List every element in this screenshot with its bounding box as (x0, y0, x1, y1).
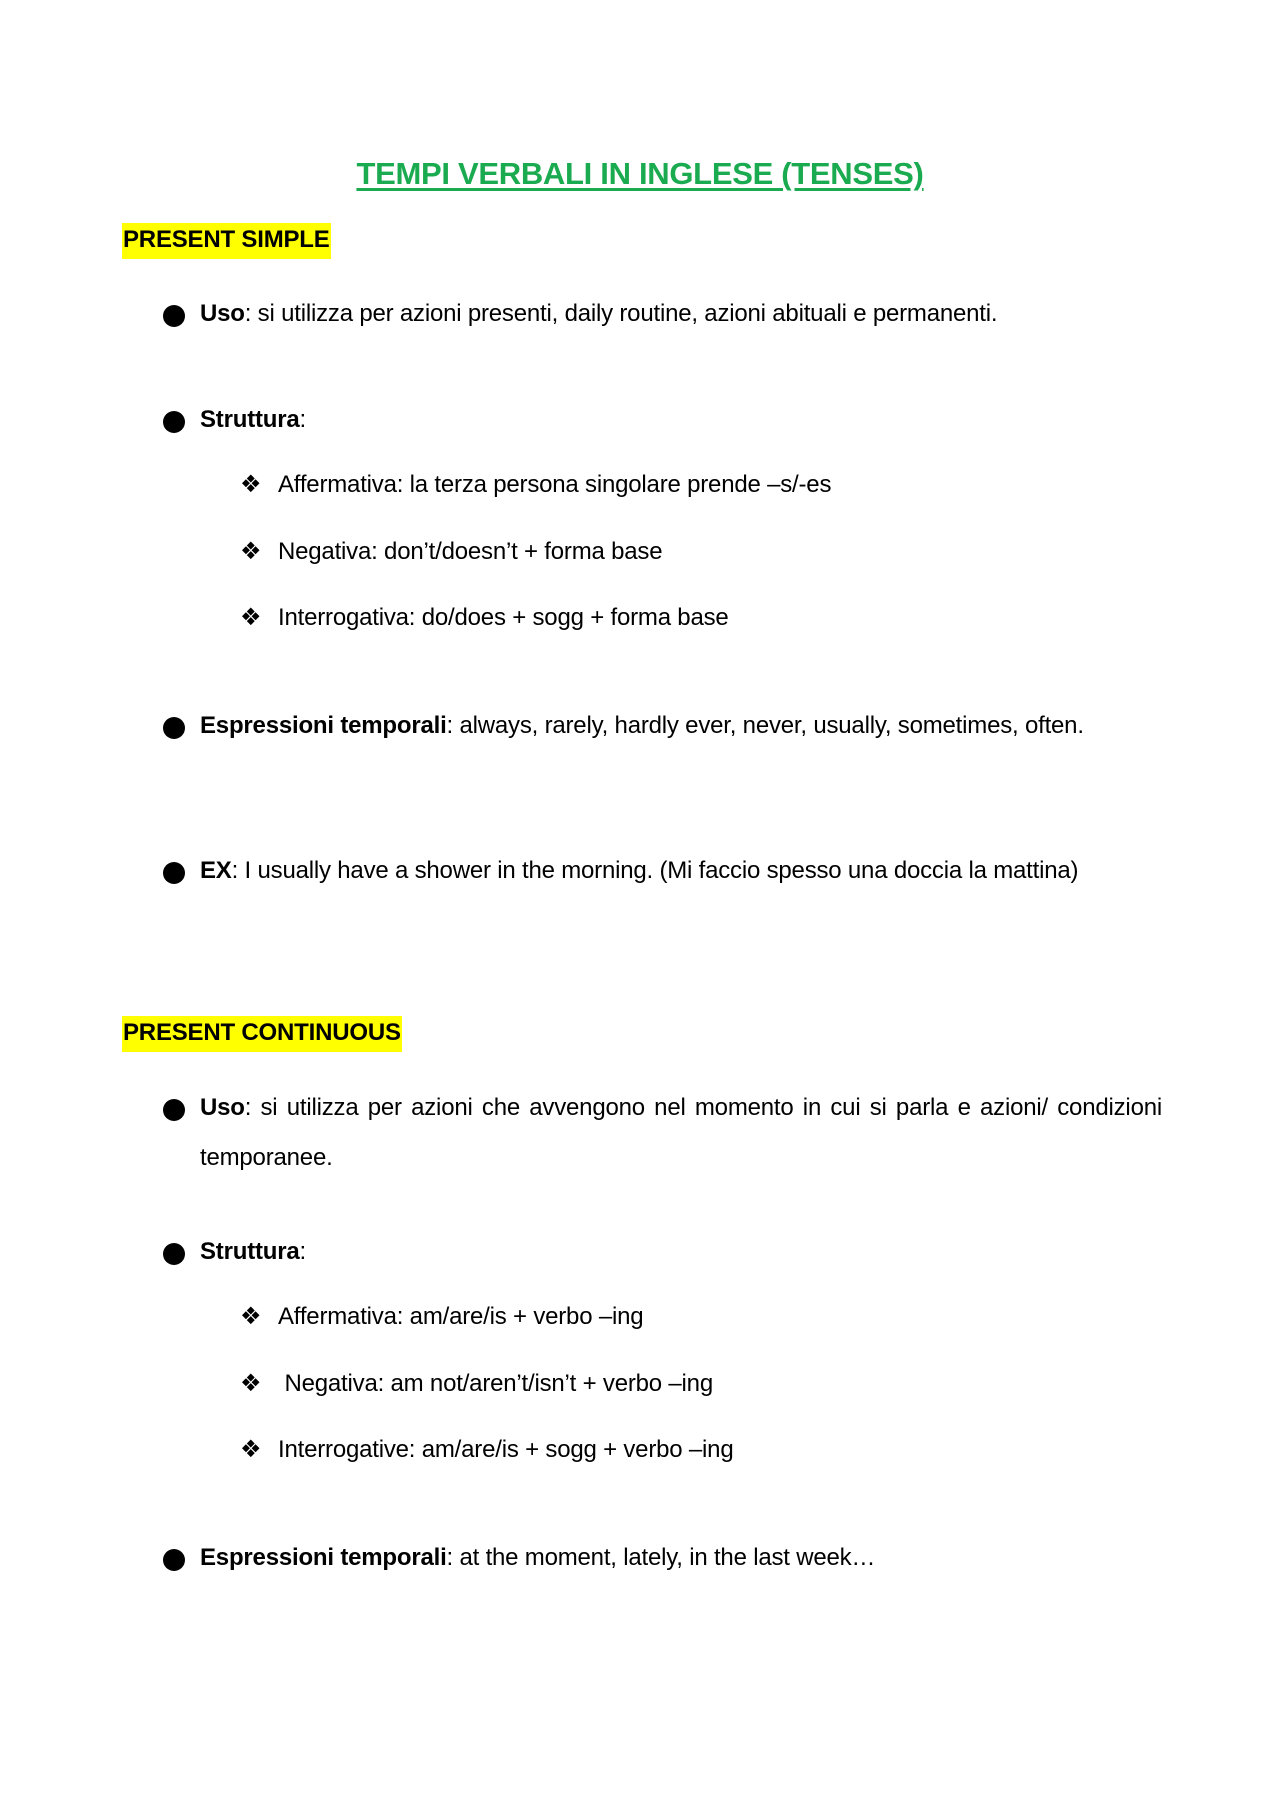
struttura-item (200, 395, 1162, 445)
struttura-label: Struttura (200, 406, 300, 433)
bullet-icon (163, 1099, 185, 1121)
sub-item-text: Negativa: am not/aren’t/isn’t + verbo –ing (278, 1370, 713, 1397)
espressioni-text: : always, rarely, hardly ever, never, usually, sometimes, often. (446, 712, 1084, 739)
struttura-item (200, 1227, 1162, 1277)
four-diamond-icon: ❖ (240, 538, 262, 565)
struttura-sub-item (240, 537, 662, 567)
struttura-sub-item (240, 603, 729, 633)
espressioni-label: Espressioni temporali (200, 712, 447, 739)
sub-item-text: Interrogativa: do/does + sogg + forma base (278, 604, 729, 631)
bullet-icon (163, 717, 185, 739)
uso-item (200, 289, 1162, 339)
sub-item-text: Affermativa: la terza persona singolare prende –s/-es (278, 471, 832, 498)
struttura-sub-item (240, 1302, 643, 1332)
bullet-icon (163, 411, 185, 433)
espressioni-item (200, 1533, 1162, 1583)
four-diamond-icon: ❖ (240, 1370, 262, 1397)
four-diamond-icon: ❖ (240, 471, 262, 498)
section-heading-present-continuous: PRESENT CONTINUOUS (122, 1016, 402, 1052)
struttura-colon: : (299, 406, 307, 433)
bullet-icon (163, 305, 185, 327)
section-heading-present-simple: PRESENT SIMPLE (122, 223, 331, 259)
sub-item-text: Negativa: don’t/doesn’t + forma base (278, 538, 663, 565)
ex-label: EX (200, 857, 232, 884)
bullet-icon (163, 1549, 185, 1571)
example-item (200, 846, 1162, 896)
uso-text: : si utilizza per azioni presenti, daily routine, azioni abituali e permanenti. (244, 300, 998, 327)
struttura-label: Struttura (200, 1238, 300, 1265)
four-diamond-icon: ❖ (240, 604, 262, 631)
uso-text: : si utilizza per azioni che avvengono nel momento in cui si parla e azioni/ condizioni temporanee. (200, 1094, 1162, 1171)
sub-item-text: Affermativa: am/are/is + verbo –ing (278, 1303, 644, 1330)
espressioni-item (200, 701, 1162, 751)
page-title: TEMPI VERBALI IN INGLESE (TENSES) (356, 156, 924, 191)
struttura-sub-item (240, 470, 831, 500)
struttura-colon: : (299, 1238, 307, 1265)
uso-label: Uso (200, 300, 245, 327)
four-diamond-icon: ❖ (240, 1436, 262, 1463)
ex-text: : I usually have a shower in the morning. (Mi faccio spesso una doccia la mattina) (231, 857, 1079, 884)
struttura-sub-item (240, 1369, 713, 1399)
espressioni-text: : at the moment, lately, in the last week… (446, 1544, 876, 1571)
sub-item-text: Interrogative: am/are/is + sogg + verbo –ing (278, 1436, 734, 1463)
espressioni-label: Espressioni temporali (200, 1544, 447, 1571)
uso-label: Uso (200, 1094, 245, 1121)
bullet-icon (163, 862, 185, 884)
uso-item (200, 1083, 1162, 1183)
four-diamond-icon: ❖ (240, 1303, 262, 1330)
bullet-icon (163, 1243, 185, 1265)
struttura-sub-item (240, 1435, 733, 1465)
